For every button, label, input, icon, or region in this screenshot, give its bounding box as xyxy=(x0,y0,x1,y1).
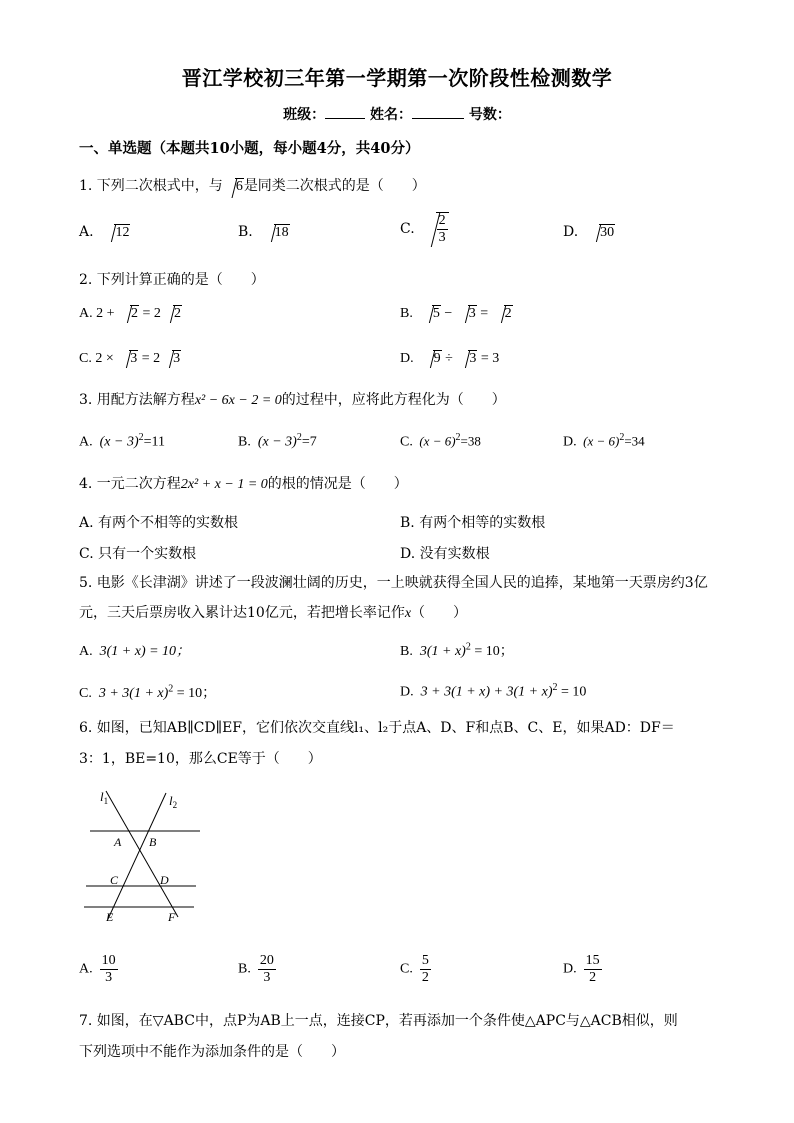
q1-pre: 1. 下列二次根式中，与 xyxy=(79,178,223,194)
question-7-line-1: 7. 如图，在▽ABC中，点P为AB上一点，连接CP，若再添加一个条件使△APC与△ACB相似，则 xyxy=(79,1013,678,1029)
class-blank[interactable] xyxy=(325,106,365,119)
label-e: E xyxy=(106,910,114,924)
q1-option-c[interactable]: C. $\frac{2}{3}$ xyxy=(400,212,449,246)
name-label: 姓名： xyxy=(370,107,412,123)
q2-option-c[interactable]: C. 2 × 3 = 2 3 xyxy=(79,351,181,366)
q2-option-b[interactable]: B. 5 − 3 = 2 xyxy=(400,306,512,321)
student-info-line xyxy=(0,104,794,124)
question-6-line-1: 6. 如图，已知AB∥CD∥EF，它们依次交直线l₁、l₂于点A、D、F和点B、C、E，如果AD：DF＝ xyxy=(79,720,675,736)
label-c: C xyxy=(110,873,119,887)
q1-sqrt: 6 xyxy=(225,177,244,197)
label-a: A xyxy=(114,835,122,849)
label-f: F xyxy=(168,910,176,924)
question-1-stem xyxy=(79,176,426,197)
q5-option-c[interactable]: C. $3 + 3(1 + x)^2 = 10$； xyxy=(79,683,217,701)
q2-option-d[interactable]: D. 9 ÷ 3 = 3 xyxy=(400,351,500,366)
q6-option-b[interactable]: B. $\frac{20}{3}$ xyxy=(238,953,274,985)
label-d: D xyxy=(160,873,169,887)
q4-option-b[interactable]: B. 有两个相等的实数根 xyxy=(400,515,546,531)
q1-post: 是同类二次根式的是（ ） xyxy=(243,178,426,194)
q6-option-c[interactable]: C. $\frac{5}{2}$ xyxy=(400,953,429,985)
question-7-line-2: 下列选项中不能作为添加条件的是（ ） xyxy=(79,1044,345,1060)
class-label: 班级： xyxy=(283,107,326,123)
q5-option-b[interactable]: B. $3(1 + x)^2 = 10$； xyxy=(400,641,514,659)
q3-option-d[interactable]: D. $(x - 6)^2=34$ xyxy=(563,432,645,450)
question-4-stem: 4. 一元二次方程2x² + x − 1 = 0的根的情况是（ ） xyxy=(79,476,408,492)
q3-option-a[interactable]: A. $(x - 3)^2=11$ xyxy=(79,432,166,450)
question-6-line-2: 3：1，BE=10，那么CE等于（ ） xyxy=(79,751,322,767)
page-title: 晋江学校初三年第一学期第一次阶段性检测数学 xyxy=(181,66,613,90)
q1-option-a[interactable]: A. 12 xyxy=(79,224,130,240)
label-l2: $l_2$ xyxy=(169,793,178,810)
question-5-line-1: 5. 电影《长津湖》讲述了一段波澜壮阔的历史，一上映就获得全国人民的追捧，某地第一天票房约3亿 xyxy=(79,575,708,591)
number-label: 号数： xyxy=(468,107,511,123)
question-3-stem: 3. 用配方法解方程x² − 6x − 2 = 0的过程中，应将此方程化为（ ） xyxy=(79,392,506,408)
question-5-line-2: 元，三天后票房收入累计达10亿元，若把增长率记作x（ ） xyxy=(79,605,468,621)
q1-option-d[interactable]: D. 30 xyxy=(563,224,615,240)
q5-option-a[interactable]: A. 3(1 + x) = 10； xyxy=(79,644,191,659)
q3-option-c[interactable]: C. $(x - 6)^2=38$ xyxy=(400,432,481,450)
q1-option-b[interactable]: B. 18 xyxy=(238,224,289,240)
q2-option-a[interactable]: A. 2 + 2 = 2 2 xyxy=(79,306,181,321)
line-l1 xyxy=(106,791,178,917)
q6-option-a[interactable]: A. $\frac{10}{3}$ xyxy=(79,953,116,985)
line-l2 xyxy=(108,793,166,919)
question-2-stem: 2. 下列计算正确的是（ ） xyxy=(79,272,265,288)
q4-option-d[interactable]: D. 没有实数根 xyxy=(400,546,490,562)
q5-option-d[interactable]: D. $3 + 3(1 + x) + 3(1 + x)^2 = 10$ xyxy=(400,682,587,700)
section-heading: 一、单选题（本题共10小题，每小题4分，共40分） xyxy=(79,140,420,157)
label-l1: $l_1$ xyxy=(100,789,109,806)
q3-equation: x² − 6x − 2 = 0 xyxy=(194,393,282,408)
label-b: B xyxy=(149,835,157,849)
q3-option-b[interactable]: B. $(x - 3)^2=7$ xyxy=(238,432,317,450)
q6-option-d[interactable]: D. $\frac{15}{2}$ xyxy=(563,953,600,985)
q4-equation: 2x² + x − 1 = 0 xyxy=(180,477,268,492)
name-blank[interactable] xyxy=(412,106,464,119)
parallel-lines-figure xyxy=(78,785,208,930)
q4-option-c[interactable]: C. 只有一个实数根 xyxy=(79,546,197,562)
q4-option-a[interactable]: A. 有两个不相等的实数根 xyxy=(79,515,239,531)
